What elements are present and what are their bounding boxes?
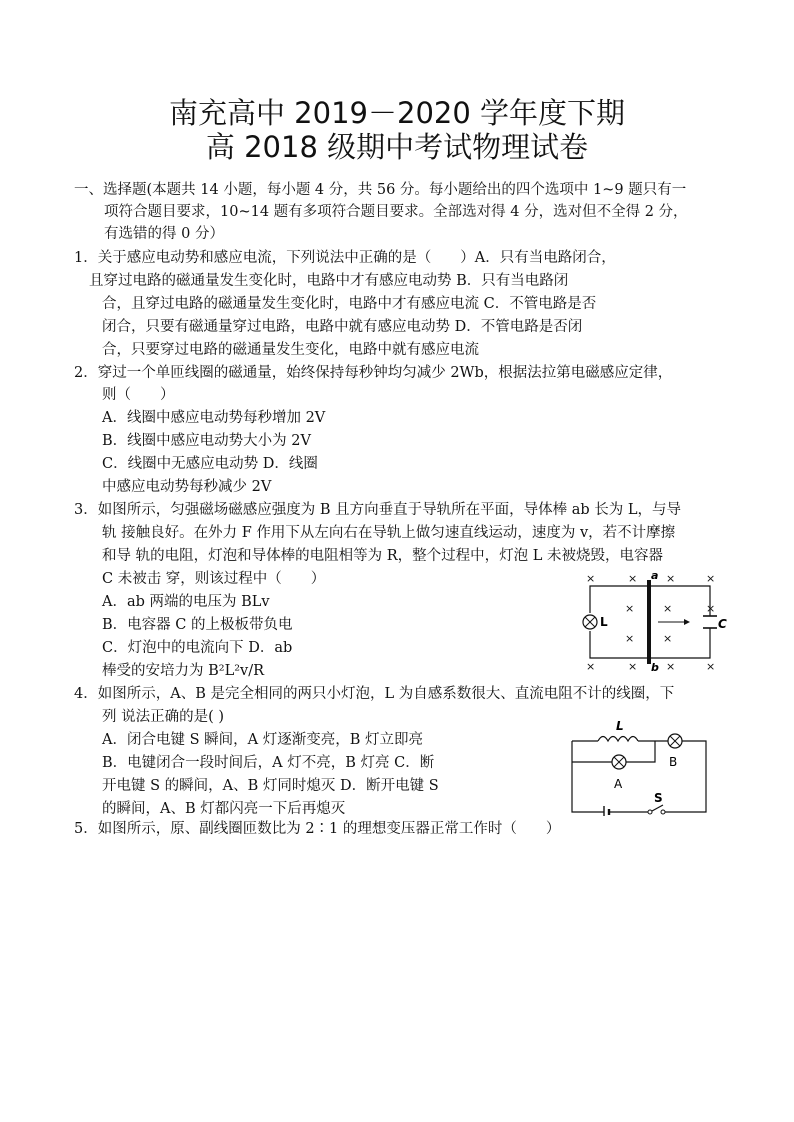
svg-text:×: × — [628, 572, 638, 585]
switch-label: S — [654, 791, 663, 805]
lamp-b-label: B — [669, 755, 678, 769]
velocity-arrow-icon — [658, 619, 690, 625]
q1-line-3: 合，且穿过电路的磁通量发生变化时，电路中才有感应电流 C．不管电路是否 — [102, 296, 597, 312]
q3-line-3: 和导 轨的电阻，灯泡和导体棒的电阻相等为 R，整个过程中，灯泡 L 未被烧毁，电容器 — [102, 548, 663, 564]
q3-circuit-figure — [578, 568, 728, 674]
svg-text:×: × — [666, 572, 676, 585]
lamp-a-icon — [612, 755, 626, 769]
rod-end-a: a — [651, 569, 659, 582]
section-line-2: 项符合题目要求，10~14 题有多项符合题目要求。全部选对得 4 分，选对但不全得 2 分， — [104, 204, 688, 220]
svg-text:×: × — [625, 602, 635, 615]
svg-text:×: × — [625, 632, 635, 645]
q3-line-1: 3．如图所示，匀强磁场磁感应强度为 B 且方向垂直于导轨所在平面，导体棒 ab 长为 L，与导 — [74, 502, 681, 518]
q3-option-a: A．ab 两端的电压为 BLv — [102, 594, 270, 610]
q3-line-2: 轨 接触良好。在外力 F 作用下从左向右在导轨上做匀速直线运动，速度为 v，若不计摩擦 — [102, 525, 676, 541]
q3-option-c: C．灯泡中的电流向下 D．ab — [102, 640, 293, 656]
svg-text:×: × — [586, 572, 596, 585]
q3-option-d: 棒受的安培力为 B²L²v/R — [102, 663, 265, 679]
q1-line-5: 合，只要穿过电路的磁通量发生变化，电路中就有感应电流 — [102, 342, 479, 358]
lamp-icon — [583, 615, 597, 629]
rod-end-b: b — [651, 661, 659, 674]
lamp-label: L — [600, 615, 608, 629]
q1-line-1: 1．关于感应电动势和感应电流，下列说法中正确的是（ ）A．只有当电路闭合， — [74, 250, 616, 266]
svg-text:×: × — [666, 660, 676, 673]
svg-text:×: × — [628, 660, 638, 673]
exam-title-line1: 南充高中 2019－2020 学年度下期 — [168, 96, 626, 130]
capacitor-label: C — [718, 617, 727, 631]
q4-option-c: 开电键 S 的瞬间，A、B 灯同时熄灭 D．断开电键 S — [102, 778, 439, 794]
q2-option-d: 中感应电动势每秒减少 2V — [102, 479, 272, 495]
q3-option-b: B．电容器 C 的上极板带负电 — [102, 617, 293, 633]
svg-text:×: × — [706, 602, 716, 615]
svg-text:×: × — [663, 632, 673, 645]
q4-option-d: 的瞬间，A、B 灯都闪亮一下后再熄灭 — [102, 801, 346, 817]
q2-option-a: A．线圈中感应电动势每秒增加 2V — [102, 410, 326, 426]
q3-line-4: C 未被击 穿，则该过程中（ ） — [102, 571, 326, 587]
q1-line-4: 闭合，只要有磁通量穿过电路，电路中就有感应电动势 D．不管电路是否闭 — [102, 319, 583, 335]
inductor-label: L — [616, 719, 624, 733]
q1-line-2: 且穿过电路的磁通量发生变化时，电路中才有感应电动势 B．只有当电路闭 — [89, 273, 569, 289]
q2-line-2: 则（ ） — [102, 387, 175, 403]
q2-option-b: B．线圈中感应电动势大小为 2V — [102, 433, 311, 449]
svg-text:×: × — [663, 602, 673, 615]
svg-text:×: × — [706, 572, 716, 585]
section-line-3: 有选错的得 0 分） — [104, 226, 224, 242]
q2-line-1: 2．穿过一个单匝线圈的磁通量，始终保持每秒钟均匀减少 2Wb，根据法拉第电磁感应定律， — [74, 365, 673, 381]
q5-line-1: 5．如图所示，原、副线圈匝数比为 2∶1 的理想变压器正常工作时（ ） — [74, 821, 561, 837]
exam-title-line2: 高 2018 级期中考试物理试卷 — [205, 130, 589, 164]
q4-line-1: 4．如图所示，A、B 是完全相同的两只小灯泡，L 为自感系数很大、直流电阻不计的线圈，下 — [74, 686, 675, 702]
q4-line-2: 列 说法正确的是( ) — [102, 709, 225, 725]
q4-option-b: B．电键闭合一段时间后，A 灯不亮，B 灯亮 C．断 — [102, 755, 435, 771]
battery-icon — [604, 806, 609, 816]
svg-text:×: × — [586, 660, 596, 673]
q2-option-c: C．线圈中无感应电动势 D．线圈 — [102, 456, 318, 472]
switch-icon — [648, 805, 665, 814]
svg-text:×: × — [706, 660, 716, 673]
q4-circuit-figure — [570, 716, 710, 816]
q4-option-a: A．闭合电键 S 瞬间，A 灯逐渐变亮，B 灯立即亮 — [102, 732, 423, 748]
lamp-b-icon — [668, 734, 682, 748]
section-line-1: 一、选择题(本题共 14 小题，每小题 4 分，共 56 分。每小题给出的四个选项中 1~9 题只有一 — [74, 182, 687, 198]
conductor-rod — [647, 580, 651, 664]
lamp-a-label: A — [614, 777, 623, 791]
capacitor-icon — [703, 616, 717, 628]
inductor-coil-icon — [598, 737, 638, 742]
